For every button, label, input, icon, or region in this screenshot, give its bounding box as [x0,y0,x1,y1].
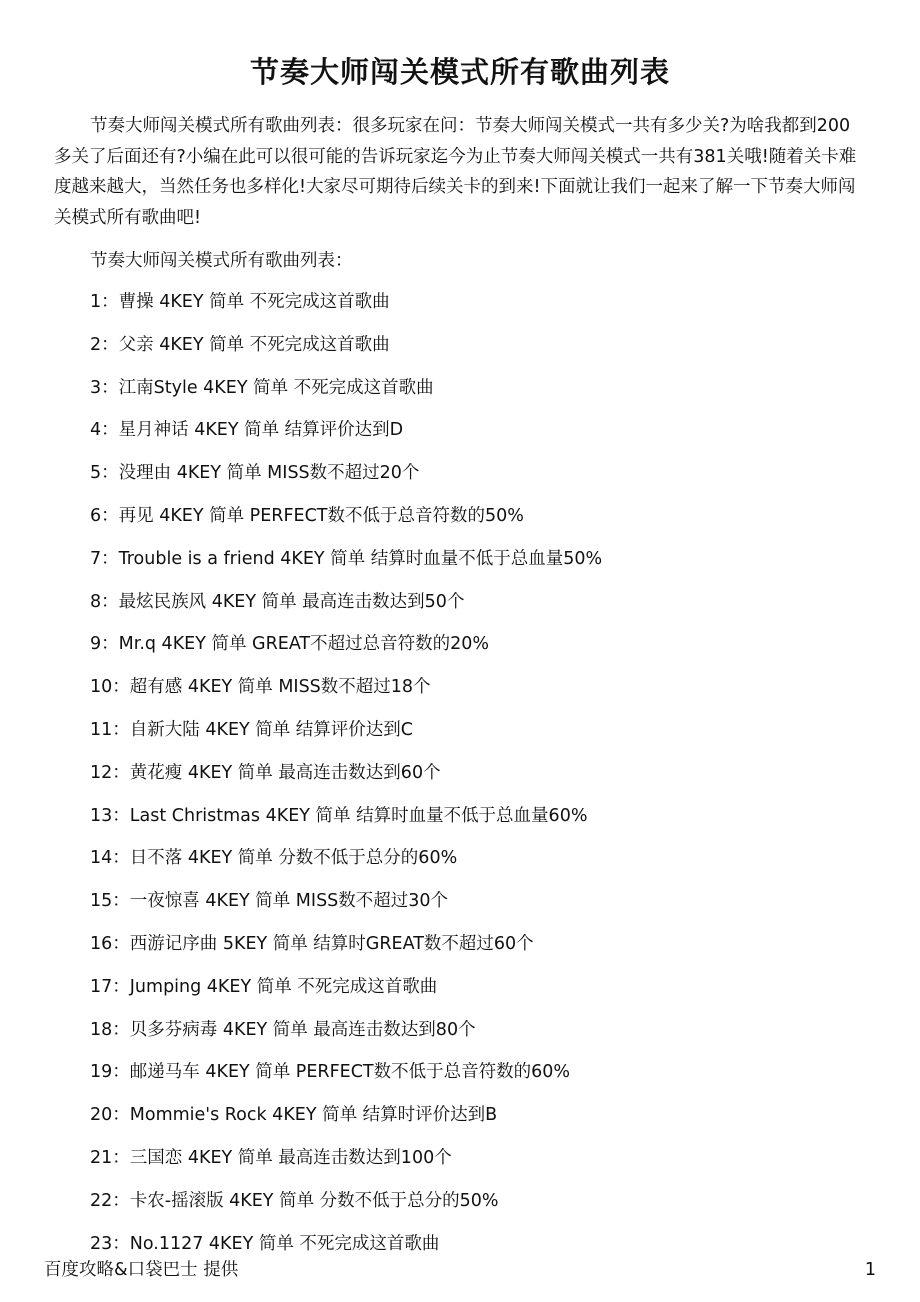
song-item-8: 8：最炫民族风 4KEY 简单 最高连击数达到50个 [90,591,465,612]
song-item-15: 15：一夜惊喜 4KEY 简单 MISS数不超过30个 [90,891,449,912]
song-item-7: 7：Trouble is a friend 4KEY 简单 结算时血量不低于总血量50% [90,548,603,569]
song-item-20: 20：Mommie's Rock 4KEY 简单 结算时评价达到B [90,1105,498,1126]
list-heading: 节奏大师闯关模式所有歌曲列表： [90,251,353,271]
song-item-2: 2：父亲 4KEY 简单 不死完成这首歌曲 [90,334,390,355]
song-item-16: 16：西游记序曲 5KEY 简单 结算时GREAT数不超过60个 [90,933,534,954]
page-number: 1 [864,1260,876,1280]
intro-paragraph: 节奏大师闯关模式所有歌曲列表：很多玩家在问：节奏大师闯关模式一共有多少关?为啥我都到200多关了后面还有?小编在此可以很可能的告诉玩家迄今为止节奏大师闯关模式一共有381关哦!随着关卡难度越来越大，当然任务也多样化!大家尽可期待后续关卡的到来!下面就让我们一起来了解一下节奏大师闯关模式所有歌曲吧! [54,116,857,228]
song-item-1: 1：曹操 4KEY 简单 不死完成这首歌曲 [90,292,390,312]
page-title: 节奏大师闯关模式所有歌曲列表 [249,55,670,89]
song-item-10: 10：超有感 4KEY 简单 MISS数不超过18个 [90,677,431,698]
footer-source: 百度攻略&口袋巴士 提供 [44,1260,239,1280]
song-item-11: 11：自新大陆 4KEY 简单 结算评价达到C [90,719,414,740]
song-item-9: 9：Mr.q 4KEY 简单 GREAT不超过总音符数的20% [90,634,490,655]
song-list [90,288,602,1272]
song-item-14: 14：日不落 4KEY 简单 分数不低于总分的60% [90,848,458,869]
song-item-5: 5：没理由 4KEY 简单 MISS数不超过20个 [90,463,420,484]
song-item-12: 12：黄花瘦 4KEY 简单 最高连击数达到60个 [90,762,441,783]
song-item-18: 18：贝多芬病毒 4KEY 简单 最高连击数达到80个 [90,1019,476,1040]
song-item-19: 19：邮递马车 4KEY 简单 PERFECT数不低于总音符数的60% [90,1062,571,1083]
song-item-21: 21：三国恋 4KEY 简单 最高连击数达到100个 [90,1147,452,1168]
song-item-3: 3：江南Style 4KEY 简单 不死完成这首歌曲 [90,377,434,398]
song-item-4: 4：星月神话 4KEY 简单 结算评价达到D [90,420,404,441]
song-item-22: 22：卡农-摇滚版 4KEY 简单 分数不低于总分的50% [90,1190,499,1211]
song-item-6: 6：再见 4KEY 简单 PERFECT数不低于总音符数的50% [90,505,524,526]
song-item-17: 17：Jumping 4KEY 简单 不死完成这首歌曲 [90,976,438,997]
song-item-13: 13：Last Christmas 4KEY 简单 结算时血量不低于总血量60% [90,805,588,826]
song-item-23: 23：No.1127 4KEY 简单 不死完成这首歌曲 [90,1233,440,1254]
